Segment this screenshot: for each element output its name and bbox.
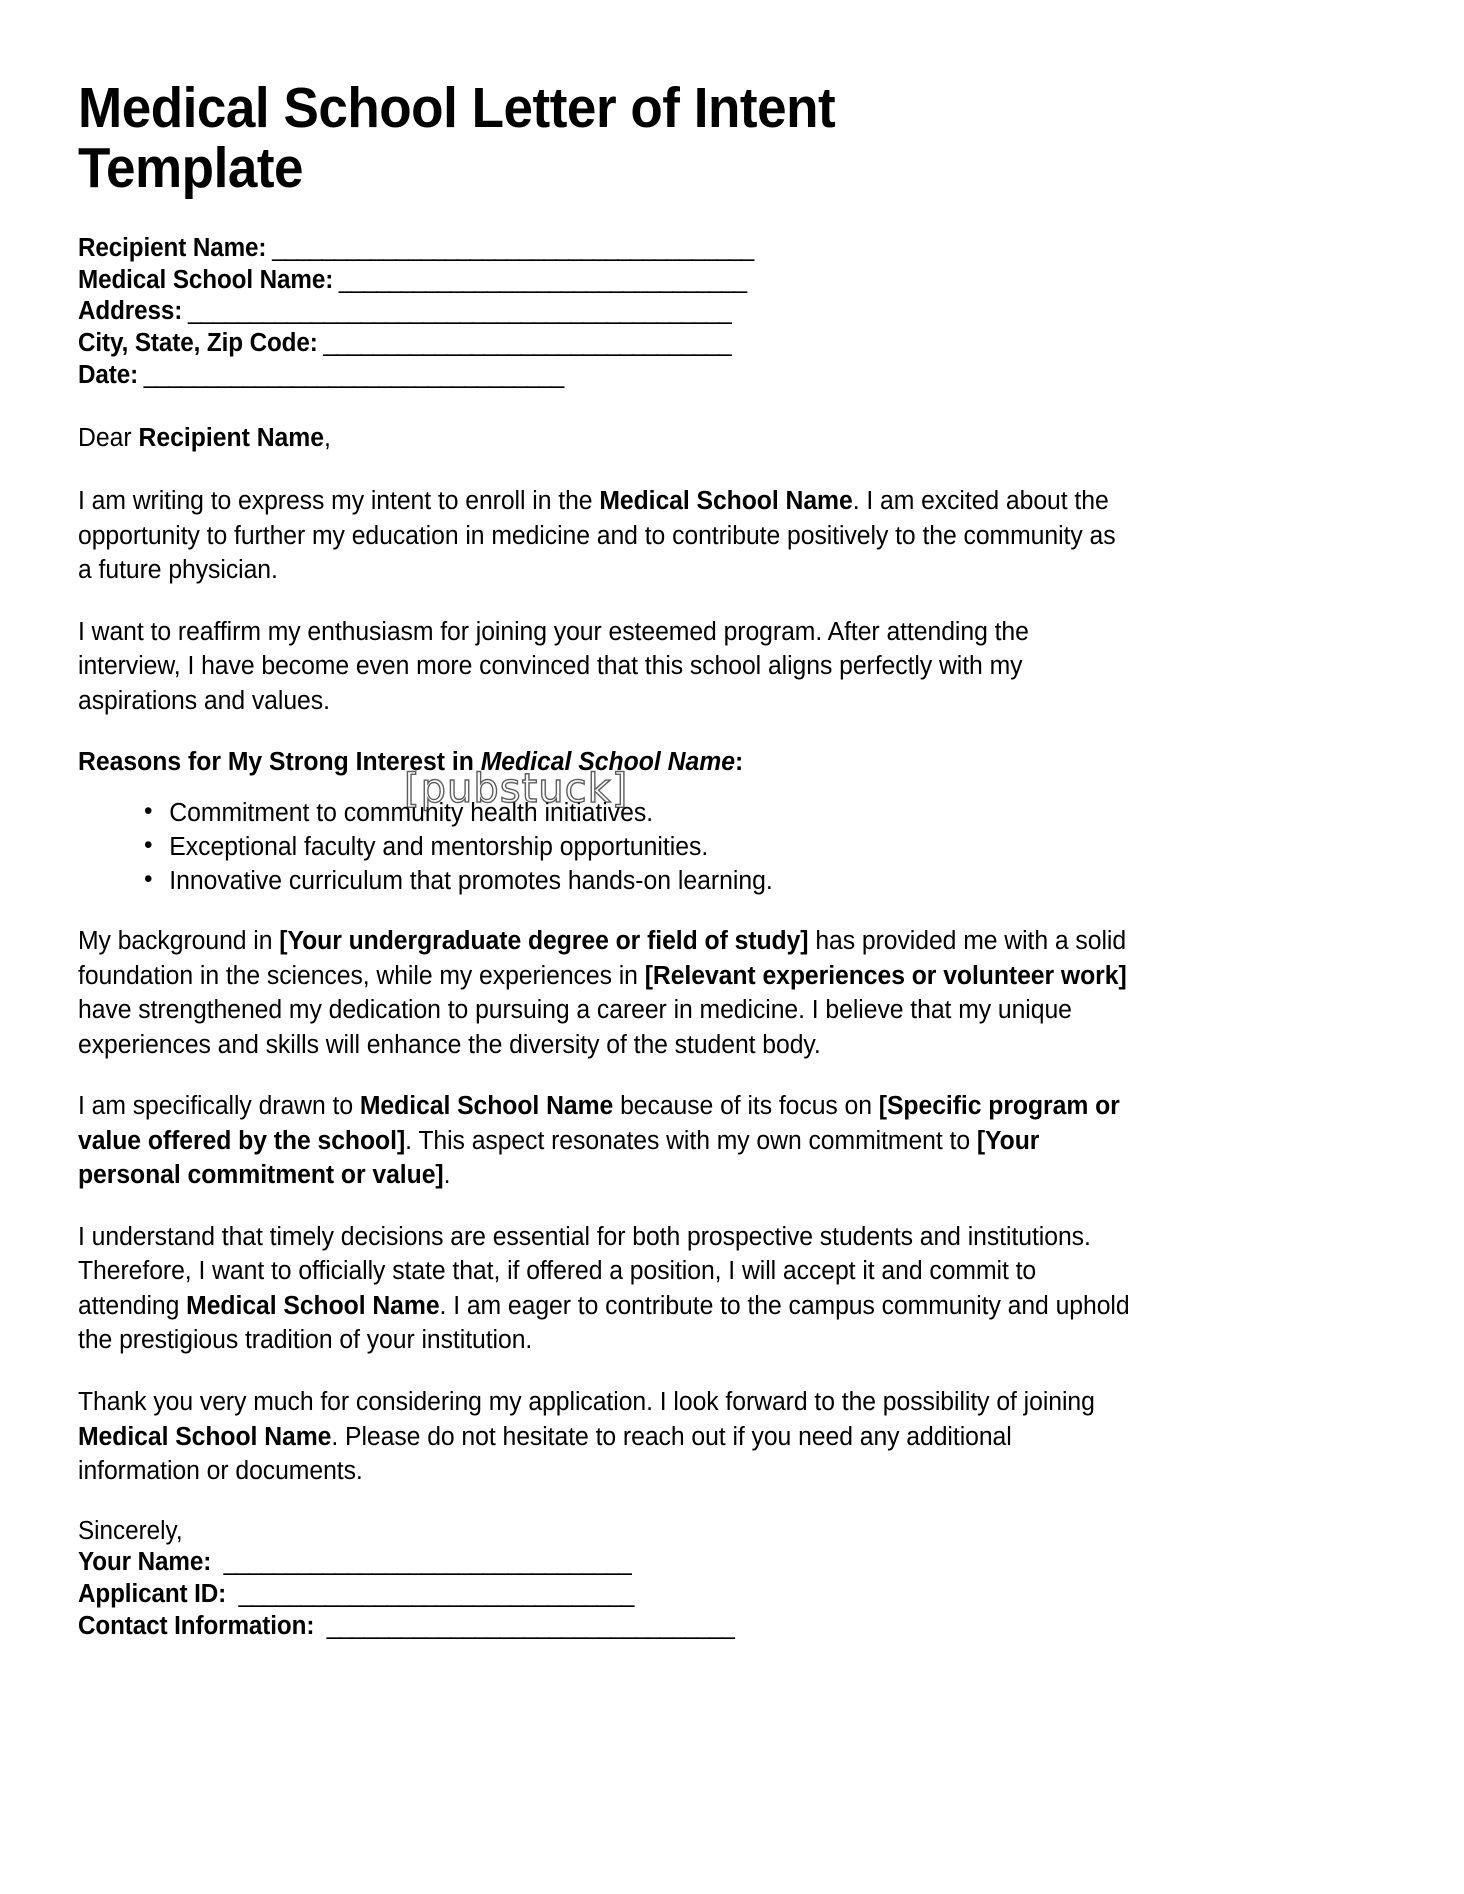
- watermark: [pubstuck]: [404, 766, 629, 812]
- paragraph-intent: [78, 484, 1130, 588]
- paragraph-commitment-school-name: Medical School Name: [186, 1291, 440, 1320]
- paragraph-commitment-part-1: I understand that timely decisions are essential for both prospective students and institutions. Therefore, I want to officially state that, if offered a position, I will accept it and commit to attending: [78, 1222, 1091, 1320]
- paragraph-intent-part-2: . I am excited about the opportunity to further my education in medicine and to contribute positively to the community as a future physician.: [78, 487, 1116, 585]
- field-row-address: [78, 296, 1288, 328]
- field-blank-address[interactable]: ____________________________________________: [187, 297, 731, 326]
- field-label-recipient-name: Recipient Name:: [78, 233, 267, 262]
- paragraph-background-part-2: has provided me with a solid foundation in the sciences, while my experiences in: [78, 926, 1127, 990]
- paragraph-background-part-3: have strengthened my dedication to pursuing a career in medicine. I believe that my unique experiences and skills will enhance the diversity of the student body.: [78, 996, 1072, 1059]
- list-item: • Exceptional faculty and mentorship opportunities.: [144, 830, 1316, 864]
- list-item: • Commitment to community health initiatives.: [144, 796, 1316, 830]
- field-row-medical-school-name: [78, 265, 1288, 297]
- field-label-address: Address:: [78, 297, 183, 326]
- field-blank-medical-school-name[interactable]: _________________________________: [338, 265, 746, 294]
- field-label-date: Date:: [78, 360, 139, 389]
- field-row-date: [78, 360, 1288, 392]
- paragraph-commitment-part-2: . I am eager to contribute to the campus community and uphold the prestigious tradition of your institution.: [78, 1291, 1130, 1355]
- recipient-field-block: [78, 233, 1352, 392]
- paragraph-thank-you-part-2: . Please do not hesitate to reach out if you need any additional information or documents.: [78, 1422, 1012, 1486]
- field-blank-contact-information[interactable]: _________________________________: [326, 1611, 734, 1640]
- field-blank-city-state-zip[interactable]: _________________________________: [323, 329, 731, 358]
- placeholder-personal-commitment: [Your personal commitment or value]: [78, 1126, 1040, 1190]
- paragraph-intent-school-name: Medical School Name: [599, 487, 853, 516]
- field-row-recipient-name: [78, 233, 1288, 265]
- salutation-recipient-name: Recipient Name: [138, 424, 325, 453]
- field-blank-recipient-name[interactable]: _______________________________________: [272, 233, 754, 262]
- field-label-applicant-id: Applicant ID:: [78, 1580, 227, 1609]
- placeholder-relevant-experiences: [Relevant experiences or volunteer work]: [644, 961, 1127, 990]
- salutation: [78, 421, 1314, 456]
- field-label-city-state-zip: City, State, Zip Code:: [78, 329, 318, 358]
- paragraph-thank-you: [78, 1385, 1130, 1489]
- paragraph-enthusiasm: I want to reaffirm my enthusiasm for joining your esteemed program. After attending the interview, I have become even more convinced that this school aligns perfectly with my aspirations and values.: [78, 617, 1029, 715]
- closing-sincerely: Sincerely,: [78, 1516, 183, 1545]
- paragraph-drawn-part-2: because of its focus on: [613, 1092, 879, 1121]
- field-row-city-state-zip: [78, 328, 1288, 360]
- field-blank-your-name[interactable]: _________________________________: [223, 1548, 631, 1577]
- field-blank-applicant-id[interactable]: ________________________________: [238, 1580, 634, 1609]
- paragraph-background-part-1: My background in: [78, 926, 280, 955]
- field-row-applicant-id: [78, 1579, 1288, 1611]
- page-title: Medical School Letter of Intent Template: [78, 76, 836, 201]
- field-label-contact-information: Contact Information:: [78, 1611, 315, 1640]
- paragraph-background: [78, 924, 1130, 1062]
- salutation-comma: ,: [324, 424, 331, 453]
- paragraph-drawn-part-1: I am specifically drawn to: [78, 1092, 360, 1121]
- paragraph-commitment: [78, 1220, 1130, 1358]
- paragraph-drawn-to-school: [78, 1089, 1130, 1193]
- paragraph-drawn-part-4: .: [443, 1161, 451, 1190]
- reasons-list: [78, 796, 1352, 898]
- field-label-your-name: Your Name:: [78, 1548, 212, 1577]
- paragraph-thank-you-school-name: Medical School Name: [78, 1422, 332, 1451]
- list-item: • Innovative curriculum that promotes hands-on learning.: [144, 864, 1316, 898]
- reasons-heading: [78, 745, 1314, 780]
- reasons-heading-colon: :: [735, 748, 744, 777]
- paragraph-thank-you-part-1: Thank you very much for considering my application. I look forward to the possibility of joining: [78, 1387, 1095, 1416]
- field-row-contact-information: [78, 1611, 1288, 1643]
- paragraph-drawn-school-name: Medical School Name: [359, 1092, 614, 1121]
- paragraph-drawn-part-3: . This aspect resonates with my own commitment to: [405, 1126, 977, 1155]
- field-blank-date[interactable]: __________________________________: [143, 360, 564, 389]
- placeholder-undergraduate-degree: [Your undergraduate degree or field of study]: [279, 926, 809, 955]
- field-label-medical-school-name: Medical School Name:: [78, 265, 334, 294]
- reasons-heading-school-name: Medical School Name: [480, 748, 736, 777]
- placeholder-specific-program: [Specific program or value offered by the school]: [78, 1092, 1120, 1155]
- salutation-greeting: Dear: [78, 424, 139, 453]
- paragraph-intent-part-1: I am writing to express my intent to enroll in the: [78, 487, 600, 516]
- field-row-your-name: [78, 1547, 1288, 1579]
- reasons-heading-part-1: Reasons for My Strong Interest in: [78, 748, 481, 777]
- closing-block: [78, 1516, 1352, 1643]
